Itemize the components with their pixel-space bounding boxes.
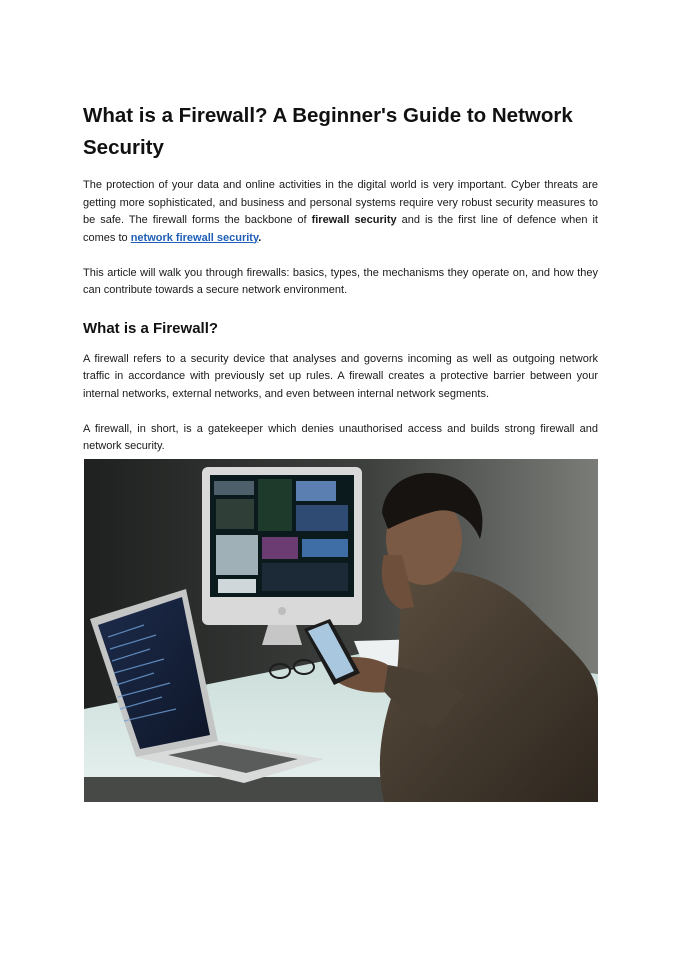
intro-text-1: The protection of your data and online activities in the digital world is very important. Cyber threats are getting more sophisticated, and business and personal systems require very robust security measures to be safe. The firewall forms the backbone of — [83, 179, 598, 226]
intro-paragraph — [83, 177, 598, 247]
network-firewall-security-link[interactable]: network firewall security — [130, 231, 259, 244]
article-photo — [84, 459, 598, 802]
desktop-monitor-image — [202, 467, 362, 645]
article-title: What is a Firewall? A Beginner's Guide to Network Security — [83, 104, 573, 159]
summary-paragraph: A firewall, in short, is a gatekeeper which denies unauthorised access and builds strong firewall and network security. — [83, 422, 598, 452]
intro-bold-term: firewall security — [311, 214, 397, 226]
section-heading: What is a Firewall? — [83, 319, 219, 337]
definition-paragraph: A firewall refers to a security device that analyses and governs incoming as well as outgoing network traffic in accordance with previously set up rules. A firewall creates a protective barrier between your internal networks, external networks, and even between internal network segments. — [83, 352, 598, 400]
overview-paragraph: This article will walk you through firewalls: basics, types, the mechanisms they operate on, and how they can contribute towards a secure network environment. — [83, 266, 598, 296]
intro-text-2: and is the first line of defence when it comes to — [83, 214, 598, 244]
article-body — [83, 100, 598, 456]
intro-text-3: . — [258, 231, 262, 244]
